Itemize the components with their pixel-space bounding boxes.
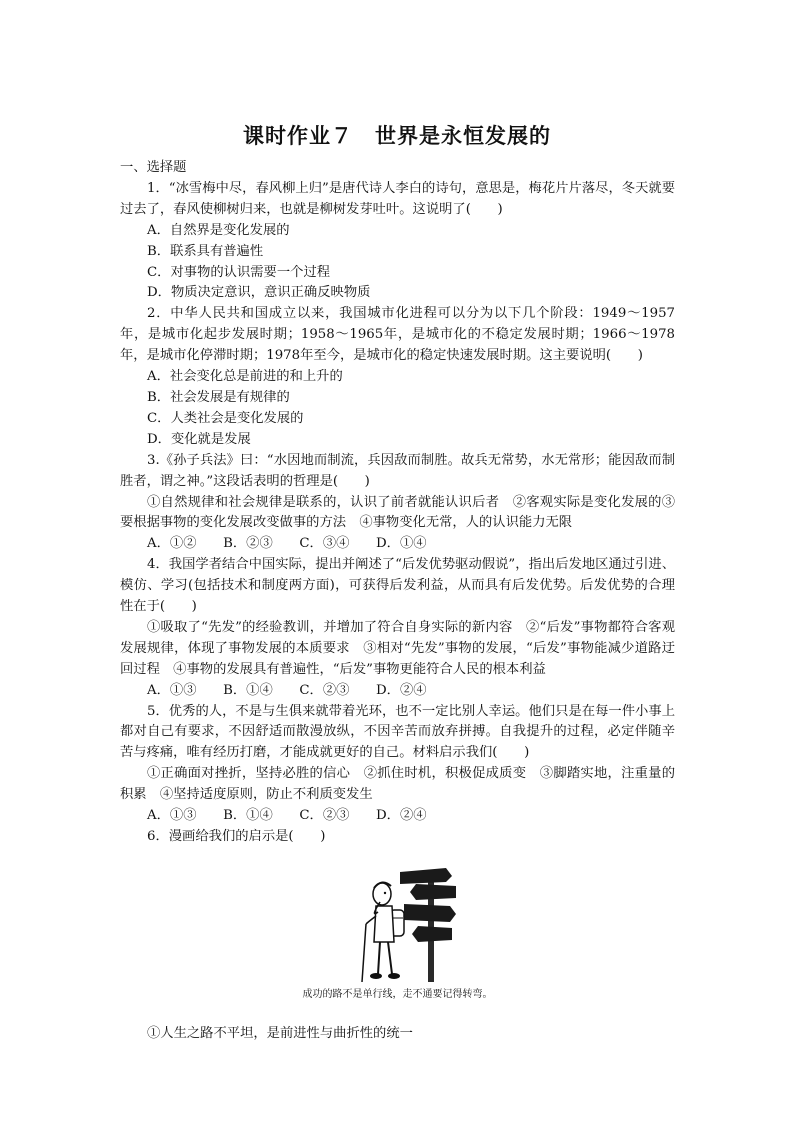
question-4-stem: 4．我国学者结合中国实际，提出并阐述了“后发优势驱动假说”，指出后发地区通过引进、模仿、学习(包括技术和制度两方面)，可获得后发利益，从而具有后发优势。后发优势的合理性在于( ) — [120, 557, 675, 615]
question-1-option-c: C．对事物的认识需要一个过程 — [147, 264, 331, 280]
page-title: 课时作业７ 世界是永恒发展的 — [243, 124, 551, 148]
cartoon-figure — [120, 858, 675, 1008]
question-6-stem: 6．漫画给我们的启示是( ) — [147, 829, 326, 844]
hiker-signpost-illustration — [360, 858, 470, 986]
question-5-choices: A．①③ B．①④ C．②③ D．②④ — [147, 808, 427, 824]
document-body — [120, 158, 675, 1045]
question-2-option-a: A．社会变化总是前进的和上升的 — [147, 369, 343, 385]
question-4-items: ①吸取了“先发”的经验教训，并增加了符合自身实际的新内容 ②“后发”事物都符合客观发展规律，体现了事物发展的本质要求 ③相对“先发”事物的发展，“后发”事物能减少道路迂回过程 ④事物的发展具有普遍性，“后发”事物更能符合人民的根本利益 — [120, 619, 675, 677]
question-2-option-d: D．变化就是发展 — [147, 431, 251, 447]
question-3-choices: A．①② B．②③ C．③④ D．①④ — [147, 536, 427, 552]
question-1-option-b: B．联系具有普遍性 — [147, 243, 264, 259]
question-1-option-d: D．物质决定意识，意识正确反映物质 — [147, 285, 371, 301]
section-heading: 一、选择题 — [120, 160, 187, 175]
question-6-item-1: ①人生之路不平坦，是前进性与曲折性的统一 — [147, 1025, 413, 1041]
question-2-option-b: B．社会发展是有规律的 — [147, 389, 290, 405]
question-3-items: ①自然规律和社会规律是联系的，认识了前者就能认识后者 ②客观实际是变化发展的③要根据事物的变化发展改变做事的方法 ④事物变化无常，人的认识能力无限 — [120, 494, 675, 531]
question-2-option-c: C．人类社会是变化发展的 — [147, 410, 304, 426]
question-5-stem: 5．优秀的人，不是与生俱来就带着光环，也不一定比别人幸运。他们只是在每一件小事上都对自己有要求，不因舒适而散漫放纵，不因辛苦而放弃拼搏。自我提升的过程，必定伴随辛苦与疼痛，唯有经历打磨，才能成就更好的自己。材料启示我们( ) — [120, 703, 675, 761]
question-3-stem: 3.《孙子兵法》曰：“水因地而制流，兵因敌而制胜。故兵无常势，水无常形；能因敌而制胜者，谓之神。”这段话表明的哲理是( ) — [120, 452, 675, 489]
question-5-items: ①正确面对挫折，坚持必胜的信心 ②抓住时机，积极促成质变 ③脚踏实地，注重量的积累 ④坚持适度原则，防止不利质变发生 — [120, 766, 675, 803]
question-1-stem: 1．“冰雪梅中尽，春风柳上归”是唐代诗人李白的诗句，意思是，梅花片片落尽，冬天就要过去了，春风使柳树归来，也就是柳树发芽吐叶。这说明了( ) — [120, 180, 675, 217]
cartoon-caption: 成功的路不是单行线，走不通要记得转弯。 — [302, 988, 493, 1000]
question-2-stem: 2．中华人民共和国成立以来，我国城市化进程可以分为以下几个阶段：1949～1957年，是城市化起步发展时期；1958～1965年，是城市化的不稳定发展时期；1966～1978年，是城市化停滞时期；1978年至今，是城市化的稳定快速发展时期。这主要说明( ) — [120, 306, 675, 364]
question-4-choices: A．①③ B．①④ C．②③ D．②④ — [147, 682, 427, 698]
question-1-option-a: A．自然界是变化发展的 — [147, 222, 290, 238]
